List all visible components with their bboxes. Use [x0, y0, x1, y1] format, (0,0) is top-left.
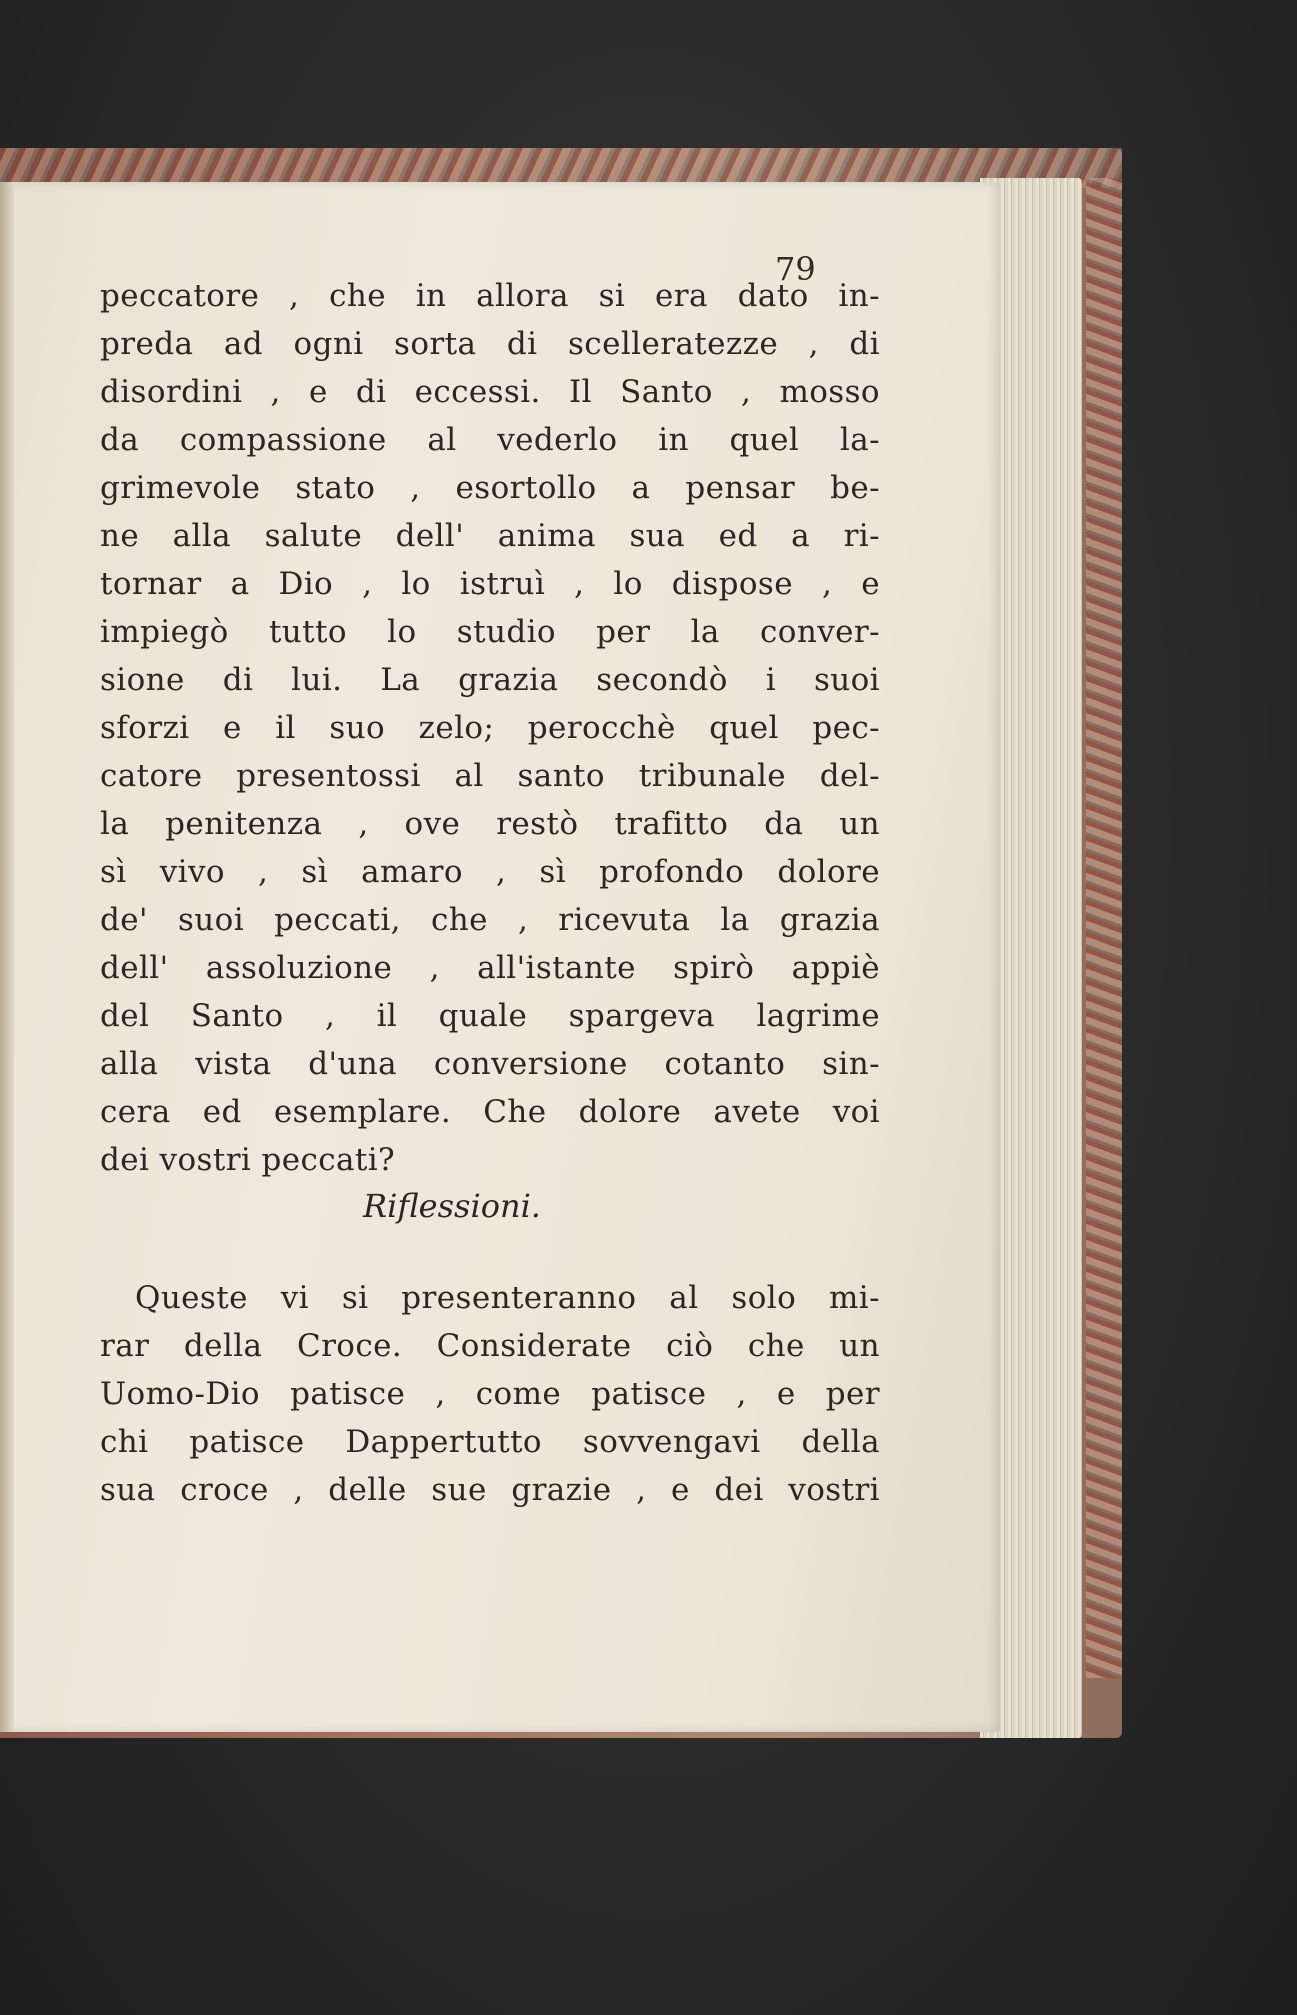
text-line: impiegò tutto lo studio per la conver- — [100, 614, 880, 650]
page-number: 79 — [775, 250, 816, 288]
text-line: Uomo-Dio patisce , come patisce , e per — [100, 1376, 880, 1412]
page-gutter — [0, 182, 14, 1732]
text-line: dell' assoluzione , all'istante spirò appiè — [100, 950, 880, 986]
text-line: de' suoi peccati, che , ricevuta la grazia — [100, 902, 880, 938]
text-line: Queste vi si presenteranno al solo mi- — [135, 1280, 880, 1316]
text-line: catore presentossi al santo tribunale del- — [100, 758, 880, 794]
section-heading: Riflessioni. — [363, 1187, 541, 1225]
text-line: preda ad ogni sorta di scelleratezze , di — [100, 326, 880, 362]
text-line: chi patisce Dappertutto sovvengavi della — [100, 1424, 880, 1460]
text-line: ne alla salute dell' anima sua ed a ri- — [100, 518, 880, 554]
text-line: sua croce , delle sue grazie , e dei vostri — [100, 1472, 880, 1508]
text-line: del Santo , il quale spargeva lagrime — [100, 998, 880, 1034]
text-line: la penitenza , ove restò trafitto da un — [100, 806, 880, 842]
text-line: disordini , e di eccessi. Il Santo , mosso — [100, 374, 880, 410]
text-line: dei vostri peccati? — [100, 1142, 396, 1178]
text-line: sforzi e il suo zelo; perocchè quel pec- — [100, 710, 880, 746]
text-line: alla vista d'una conversione cotanto sin- — [100, 1046, 880, 1082]
text-line: sione di lui. La grazia secondò i suoi — [100, 662, 880, 698]
text-line: grimevole stato , esortollo a pensar be- — [100, 470, 880, 506]
text-line: tornar a Dio , lo istruì , lo dispose , e — [100, 566, 880, 602]
text-line: peccatore , che in allora si era dato in- — [100, 278, 880, 314]
text-line: cera ed esemplare. Che dolore avete voi — [100, 1094, 880, 1130]
marbled-cover-edge — [1086, 178, 1122, 1678]
text-line: rar della Croce. Considerate ciò che un — [100, 1328, 880, 1364]
text-line: sì vivo , sì amaro , sì profondo dolore — [100, 854, 880, 890]
text-line: da compassione al vederlo in quel la- — [100, 422, 880, 458]
